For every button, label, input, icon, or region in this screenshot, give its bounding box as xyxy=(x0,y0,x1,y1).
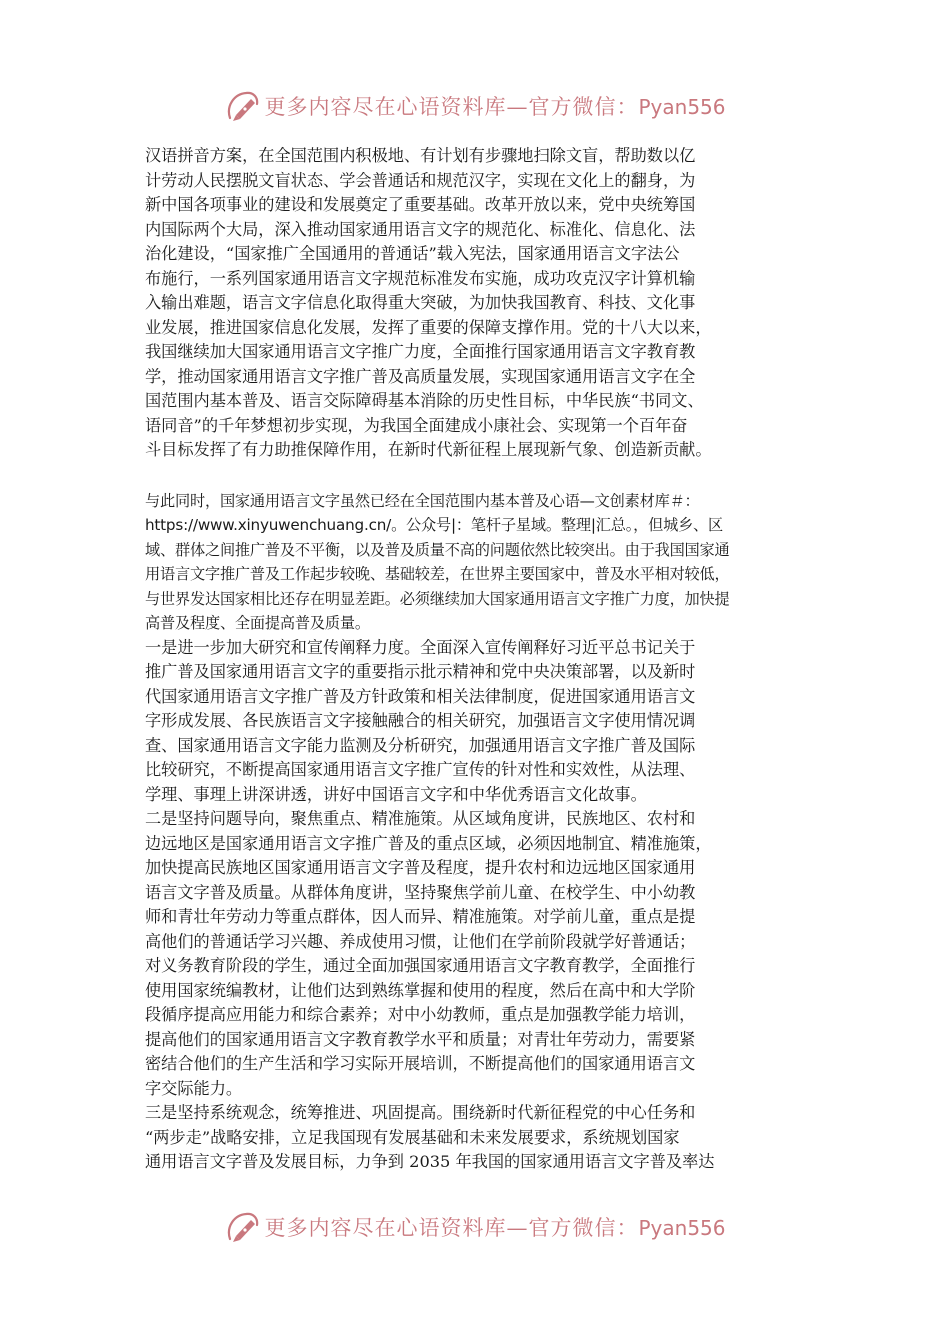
text-line: 汉语拼音方案，在全国范围内积极地、有计划有步骤地扫除文盲，帮助数以亿 xyxy=(145,146,696,165)
text-line: 密结合他们的生产生活和学习实际开展培训，不断提高他们的国家通用语言文 xyxy=(145,1054,696,1073)
text-line: 入输出难题，语言文字信息化取得重大突破，为加快我国教育、科技、文化事 xyxy=(145,293,696,312)
text-line: 语言文字普及质量。从群体角度讲，坚持聚焦学前儿童、在校学生、中小幼教 xyxy=(145,882,696,902)
text-line: 字交际能力。 xyxy=(145,1078,243,1098)
text-line: 与世界发达国家相比还存在明显差距。必须继续加大国家通用语言文字推广力度，加快提 xyxy=(145,589,730,608)
text-line: 段循序提高应用能力和综合素养；对中小幼教师，重点是加强教学能力培训， xyxy=(145,1005,696,1024)
text-line: 域、群体之间推广普及不平衡，以及普及质量不高的问题依然比较突出。由于我国国家通 xyxy=(145,540,730,559)
wechat-id: Pyan556 xyxy=(638,1216,726,1240)
text-line: 用语言文字推广普及工作起步较晚、基础较差，在世界主要国家中，普及水平相对较低， xyxy=(145,565,730,583)
text-line: 高普及程度、全面提高普及质量。 xyxy=(145,614,370,632)
text-line: 查、国家通用语言文字能力监测及分析研究，加强通用语言文字推广普及国际 xyxy=(145,735,696,755)
text-line: 推广普及国家通用语言文字的重要指示批示精神和党中央决策部署，以及新时 xyxy=(145,662,696,681)
text-line: 通用语言文字普及发展目标，力争到 2035 年我国的国家通用语言文字普及率达 xyxy=(145,1152,715,1171)
paragraph-4 xyxy=(145,807,807,1101)
text-line: 学理、事理上讲深讲透，讲好中国语言文字和中华优秀语言文化故事。 xyxy=(145,784,647,804)
text-line: 我国继续加大国家通用语言文字推广力度，全面推行国家通用语言文字教育教 xyxy=(145,342,696,361)
paragraph-2 xyxy=(145,489,807,636)
header-banner xyxy=(0,84,950,128)
text-line: 业发展，推进国家信息化发展，发挥了重要的保障支撑作用。党的十八大以来， xyxy=(145,317,712,337)
text-line: 字形成发展、各民族语言文字接触融合的相关研究，加强语言文字使用情况调 xyxy=(145,711,696,730)
pen-nib-icon xyxy=(224,88,260,124)
text-line: 二是坚持问题导向，聚焦重点、精准施策。从区域角度讲，民族地区、农村和 xyxy=(145,809,696,828)
banner-text: 更多内容尽在心语资料库—官方微信：Pyan556 xyxy=(264,95,726,119)
text-line: 布施行，一系列国家通用语言文字规范标准发布实施，成功攻克汉字计算机输 xyxy=(145,268,696,288)
footer-banner xyxy=(0,1205,950,1249)
paragraph-3 xyxy=(145,636,807,808)
text-line: 代国家通用语言文字推广普及方针政策和相关法律制度，促进国家通用语言文 xyxy=(145,686,696,706)
text-line: “两步走”战略安排，立足我国现有发展基础和未来发展要求，系统规划国家 xyxy=(145,1127,680,1147)
text-line: 斗目标发挥了有力助推保障作用，在新时代新征程上展现新气象、创造新贡献。 xyxy=(145,440,712,459)
text-line: 学，推动国家通用语言文字推广普及高质量发展，实现国家通用语言文字在全 xyxy=(145,366,696,386)
url-line: https://www.xinyuwenchuang.cn/。公众号|：笔杆子星域。整理|汇总。，但城乡、区 xyxy=(145,516,724,534)
text-line: 语同音”的千年梦想初步实现，为我国全面建成小康社会、实现第一个百年奋 xyxy=(145,415,688,435)
text-line: 师和青壮年劳动力等重点群体，因人而异、精准施策。对学前儿童，重点是提 xyxy=(145,907,696,926)
wechat-id: Pyan556 xyxy=(638,95,726,119)
text-line: 内国际两个大局，深入推动国家通用语言文字的规范化、标准化、信息化、法 xyxy=(145,219,696,239)
text-line: 对义务教育阶段的学生，通过全面加强国家通用语言文字教育教学，全面推行 xyxy=(145,956,696,975)
text-line: 三是坚持系统观念，统筹推进、巩固提高。围绕新时代新征程党的中心任务和 xyxy=(145,1103,696,1122)
paragraph-gap xyxy=(145,463,807,489)
paragraph-1 xyxy=(145,144,807,463)
text-line: 治化建设，“国家推广全国通用的普通话”载入宪法，国家通用语言文字法公 xyxy=(145,244,680,263)
banner-text: 更多内容尽在心语资料库—官方微信：Pyan556 xyxy=(264,1216,726,1240)
text-line: 加快提高民族地区国家通用语言文字普及程度，提升农村和边远地区国家通用 xyxy=(145,858,696,877)
text-line: 提高他们的国家通用语言文字教育教学水平和质量；对青壮年劳动力，需要紧 xyxy=(145,1029,696,1049)
paragraph-5 xyxy=(145,1101,807,1175)
text-line: 边远地区是国家通用语言文字推广普及的重点区域，必须因地制宜、精准施策， xyxy=(145,833,712,853)
text-line: 与此同时，国家通用语言文字虽然已经在全国范围内基本普及心语—文创素材库＃： xyxy=(145,491,700,510)
text-line: 比较研究，不断提高国家通用语言文字推广宣传的针对性和实效性，从法理、 xyxy=(145,760,696,779)
text-line: 计劳动人民摆脱文盲状态、学会普通话和规范汉字，实现在文化上的翻身，为 xyxy=(145,170,696,190)
document-body xyxy=(145,144,807,1175)
text-line: 国范围内基本普及、语言交际障碍基本消除的历史性目标，中华民族“书同文、 xyxy=(145,391,704,410)
text-line: 新中国各项事业的建设和发展奠定了重要基础。改革开放以来，党中央统筹国 xyxy=(145,195,696,214)
text-line: 高他们的普通话学习兴趣、养成使用习惯，让他们在学前阶段就学好普通话； xyxy=(145,931,696,951)
text-line: 一是进一步加大研究和宣传阐释力度。全面深入宣传阐释好习近平总书记关于 xyxy=(145,637,696,657)
text-line: 使用国家统编教材，让他们达到熟练掌握和使用的程度，然后在高中和大学阶 xyxy=(145,980,696,1000)
pen-nib-icon xyxy=(224,1209,260,1245)
